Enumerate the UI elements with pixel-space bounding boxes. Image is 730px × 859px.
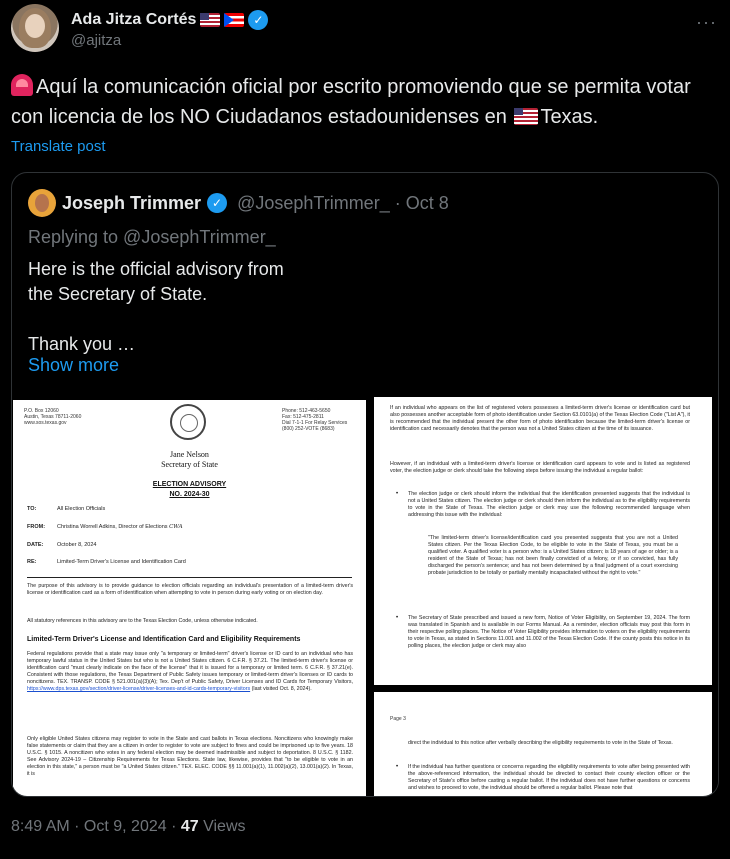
memo-divider — [27, 577, 352, 578]
author-name[interactable]: Ada Jitza Cortés — [71, 11, 197, 28]
post-timestamp[interactable]: 8:49 AM · Oct 9, 2024 · — [11, 818, 181, 835]
views-label: Views — [198, 818, 246, 835]
secretary-name: Jane Nelson Secretary of State — [161, 450, 218, 469]
sos-phone: Phone: 512-463-5650 Fax: 512-475-2811 Dial 7-1-1 For Relay Services (800) 252-VOTE (8683) — [282, 408, 348, 432]
dps-link: https://www.dps.texas.gov/section/driver-license/driver-licenses-and-id-cards-temporary-visitors — [27, 686, 251, 692]
section-heading: Limited-Term Driver's License and Identification Card and Eligibility Requirements — [27, 636, 301, 643]
verified-badge-icon: ✓ — [207, 193, 227, 213]
author-handle[interactable]: @ajitza — [71, 32, 122, 49]
post-text — [11, 72, 721, 132]
bullet-icon: • — [396, 764, 399, 770]
us-flag-icon — [200, 13, 220, 27]
author-name-row — [71, 10, 268, 30]
author-avatar[interactable] — [11, 4, 59, 52]
pr-flag-icon — [224, 13, 244, 27]
purpose-paragraph: The purpose of this advisory is to provide guidance to election officials regarding an individual's presentation of a limited-term driver's license or identification card as a form of identification when attempting to vote in person during early voting or on election day. — [27, 583, 353, 596]
memo-date: DATE: October 8, 2024 — [27, 542, 97, 548]
eligibility-paragraph: Only eligible United States citizens may register to vote in the State and cast ballots in Texas elections. Noncitizens who knowingly make false statements or claim that they are a citizen in order to register to vote are subject to fines and could be imprisoned up to five years. 18 U.S.C. § 1015. A noncitizen who votes in any federal election may be deemed inadmissible and subject to deportation. 8 U.S.C. § 1182. See Advisory 2024-19 – Citizenship Requirements for Texas Elections. State law, likewise, provides that "to be eligible to vote in an election in this state," a person must be "a United States citizen." TEX. ELEC. CODE §§ 11.001(a)(1), 11.002(a)(2), 13.001(a)(2). In Texas, it is — [27, 736, 353, 777]
notice-paragraph: The Secretary of State prescribed and issued a new form, Notice of Voter Eligibility, on September 19, 2024. The form was translated in Spanish and is available in our Forms Manual. As a reminder, election officials may post this form in their respective polling places. The Notice of Voter Eligibility provides information to voters on the eligibility requirements to vote in Texas, as stated in Sections 11.001 and 11.002 of the Texas Election Code. If the county posts this notice in its polling places, the election judge or clerk may also — [408, 615, 690, 649]
translate-post-link[interactable]: Translate post — [11, 138, 106, 155]
media-grid — [13, 395, 719, 797]
sos-address: P.O. Box 12060 Austin, Texas 78711-2060 www.sos.texas.gov — [24, 408, 82, 426]
recommended-language-quote: "The limited-term driver's license/identification card you presented suggests that you are not a United States citizen. Per the Texas Election Code, to be eligible to vote in the State of Texas, you must be a qualified voter. A qualified voter is a person who: is a United States citizen; is 18 years of age or older; is a resident of the State of Texas; has not been finally convicted of a felony, or if so convicted, has fully discharged the person's sentence; and has not been determined by a final judgment of a court exercising probate jurisdiction to be totally or partially mentally incapacitated without the right to vote." — [428, 535, 678, 576]
quoted-author-handle: @JosephTrimmer_ · Oct 8 — [237, 192, 449, 213]
advisory-page-2-image[interactable] — [374, 397, 712, 685]
views-count: 47 — [180, 818, 199, 835]
quoted-post[interactable] — [11, 172, 719, 797]
questions-paragraph: If the individual has further questions or concerns regarding the eligibility requirements to vote after being presented with the above-referenced information, the individual should be directed to contact their county election officer or the Secretary of State's office before casting a regular ballot. If the individual does not have further questions or concerns and wishes to proceed to vote, the individual should be offered a regular ballot. Please note that — [408, 764, 690, 791]
verified-badge-icon[interactable]: ✓ — [248, 10, 268, 30]
federal-paragraph: Federal regulations provide that a state may issue only "a temporary or limited-term" driver's license or ID card to an individual who has temporary lawful status in the United States but who is not a United States citizen. 6 C.F.R. § 37.21. The limited-term driver's license or identification card "must clearly indicate on the face of the license" that it is issued for a temporary or limited term. 6 C.F.R. § 37.21(e). Consistent with those regulations, the Texas Department of Public Safety issues temporary or limited-term driver's licenses or ID cards to noncitizens. TEX. TRANSP. CODE § 521.001(a)(3)(A); Tex. Dep't of Public Safety, Driver Licenses and ID Cards for Temporary Visitors, https://www.dps.texas.gov/section/driver-license/driver-licenses-and-id-cards-temporary-visitors (last visited Oct. 8, 2024). — [27, 651, 353, 692]
page-number: Page 3 — [390, 716, 406, 722]
memo-re: RE: Limited-Term Driver's License and Identification Card — [27, 559, 186, 565]
advisory-page-3-image[interactable] — [374, 692, 712, 797]
state-seal-icon — [170, 404, 206, 440]
replying-to: Replying to @JosephTrimmer_ — [28, 227, 276, 247]
post-header — [11, 4, 721, 56]
bullet-icon: • — [396, 491, 399, 497]
siren-icon — [11, 74, 33, 96]
direct-paragraph: direct the individual to this notice after verbally describing the eligibility requirements to vote in the State of Texas. — [408, 740, 673, 746]
statutory-paragraph: All statutory references in this advisory are to the Texas Election Code, unless otherwise indicated. — [27, 618, 258, 624]
quoted-author-name: Joseph Trimmer — [62, 192, 202, 213]
quoted-header — [28, 189, 449, 217]
inform-paragraph: The election judge or clerk should inform the individual that the identification presented suggests that the individual is not a United States citizen. The election judge or clerk should then inform the individual as to the eligibility requirements to vote in the State of Texas. The election judge or clerk may use the following recommended language when addressing this issue with the individual: — [408, 491, 690, 518]
more-options-icon[interactable]: ··· — [696, 12, 717, 32]
however-paragraph: However, if an individual with a limited-term driver's license or identification card appears to vote and is listed as registered voter, the election judge or clerk should take the following steps before issuing the individual a regular ballot: — [390, 461, 690, 474]
signature-initials: CWA — [169, 524, 183, 530]
post-metadata — [11, 818, 246, 836]
post-text-part2: Texas. — [540, 106, 599, 128]
us-flag-icon — [514, 108, 538, 125]
memo-from: FROM: Christina Worrell Adkins, Director of Elections CWA — [27, 524, 183, 530]
show-more-link[interactable]: Show more — [28, 355, 120, 375]
quoted-author-avatar — [28, 189, 56, 217]
quoted-body: Here is the official advisory from the Secretary of State. Thank you … — [28, 259, 284, 354]
advisory-title: ELECTION ADVISORY NO. 2024-30 — [152, 481, 227, 498]
memo-to: TO: All Election Officials — [27, 506, 106, 512]
advisory-page-1-image[interactable] — [13, 400, 366, 797]
post-text-part1: Aquí la comunicación oficial por escrito promoviendo que se permita votar con licencia de los NO Ciudadanos estadounidenses en — [11, 76, 691, 128]
bullet-icon: • — [396, 615, 399, 621]
list-a-paragraph: If an individual who appears on the list of registered voters possesses a limited-term driver's license or identification card but also possesses another acceptable form of photo identification under Section 63.0101(a) of the Texas Election Code ("List A"), it is recommended that the individual present the other form of photo identification because the limited-term driver's license or identification card necessarily denotes that the person was not a United States citizen at the time of its issuance. — [390, 405, 690, 432]
